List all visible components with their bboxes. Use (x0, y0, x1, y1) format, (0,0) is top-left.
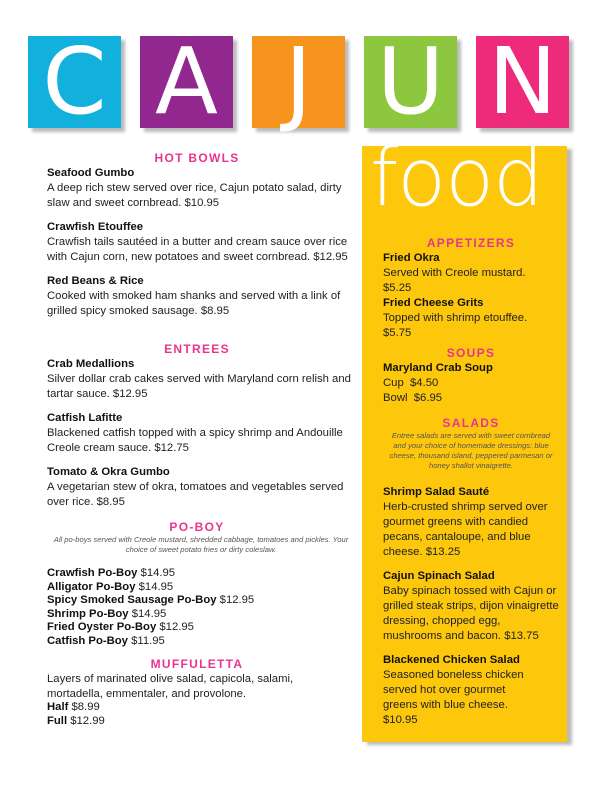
section-heading: HOT BOWLS (154, 151, 240, 165)
letter-tile-j: J (252, 36, 345, 128)
item-name: Cajun Spinach Salad (383, 570, 495, 582)
size-option (47, 715, 337, 729)
item-name: Fried Okra (383, 252, 440, 264)
soup-bowl: Bowl $6.95 (383, 392, 443, 404)
food-word: food (370, 131, 543, 224)
item-desc: Crawfish tails sautéed in a butter and cream sauce over rice with Cajun corn, new potatoes and sweet cornbread. $12.95 (47, 236, 348, 263)
item-name: Fried Cheese Grits (383, 297, 484, 309)
item-price: $12.95 (219, 594, 255, 606)
menu-item (383, 251, 559, 296)
item-desc: Served with Creole mustard. $5.25 (383, 267, 526, 294)
item-desc: Baby spinach tossed with Cajun or grilled steak strips, dijon vinaigrette dressing, chopped egg, mushrooms and bacon. $13.75 (383, 585, 559, 642)
section-heading: SOUPS (446, 346, 496, 360)
item-name: Crawfish Etouffee (47, 221, 144, 233)
item-name: Crab Medallions (47, 358, 135, 370)
item-desc: Silver dollar crab cakes served with Maryland corn relish and tartar sauce. $12.95 (47, 373, 351, 400)
menu-item (47, 357, 357, 402)
muffuletta-desc: Layers of marinated olive salad, capicola, salami, mortadella, emmentaler, and provolone. (47, 673, 294, 700)
section-heading: ENTREES (164, 342, 230, 356)
salads-note: Entree salads are served with sweet cornbread and your choice of homemade dressings: blue cheese, thousand island, peppered parmesan or honey shallot vinaigrette. (389, 431, 553, 470)
size-name: Half (47, 701, 69, 713)
poboy-item (47, 621, 357, 635)
section-heading: PO-BOY (169, 520, 225, 534)
menu-item (47, 274, 357, 319)
section-heading: SALADS (442, 416, 500, 430)
item-name: Crawfish Po-Boy (47, 567, 138, 579)
size-price: $8.99 (71, 701, 100, 713)
item-name: Blackened Chicken Salad (383, 654, 520, 666)
item-desc: Seasoned boneless chicken served hot over gourmet greens with blue cheese. $10.95 (383, 669, 524, 726)
letter-tile-c: C (28, 36, 121, 128)
poboy-item (47, 581, 357, 595)
poboy-note: All po-boys served with Creole mustard, shredded cabbage, tomatoes and pickles. Your choice of sweet potato fries or dirty coleslaw. (53, 535, 349, 554)
section-entrees (47, 341, 357, 519)
item-desc: Topped with shrimp etouffee. $5.75 (383, 312, 528, 339)
menu-item (383, 569, 559, 644)
item-name: Spicy Smoked Sausage Po-Boy (47, 594, 217, 606)
item-name: Tomato & Okra Gumbo (47, 466, 170, 478)
size-price: $12.99 (70, 714, 105, 727)
size-option (47, 701, 337, 715)
item-desc: Herb-crusted shrimp served over gourmet greens with candied pecans, cantaloupe, and blue cheese. $13.25 (383, 501, 548, 558)
item-price: $14.95 (140, 567, 176, 579)
section-soups (383, 345, 559, 415)
item-name: Catfish Po-Boy (47, 634, 128, 647)
item-name: Shrimp Po-Boy (47, 607, 129, 620)
item-price: $11.95 (131, 634, 165, 647)
poboy-item (47, 567, 357, 581)
menu-item (47, 411, 357, 456)
item-name: Shrimp Salad Sauté (383, 486, 490, 498)
menu-item (383, 361, 559, 406)
item-name: Seafood Gumbo (47, 167, 135, 179)
menu-item (47, 220, 357, 265)
section-appetizers (383, 235, 559, 350)
size-name: Full (47, 714, 68, 727)
letter-tile-a: A (140, 36, 233, 128)
soup-cup: Cup $4.50 (383, 377, 439, 389)
letter-tile-u: U (364, 36, 457, 128)
menu-item (383, 485, 559, 560)
menu-item (47, 166, 357, 211)
item-name: Fried Oyster Po-Boy (47, 621, 157, 633)
item-desc: Blackened catfish topped with a spicy shrimp and Andouille Creole cream sauce. $12.75 (47, 427, 343, 454)
letter-tile-n: N (476, 36, 569, 128)
item-name: Red Beans & Rice (47, 275, 144, 287)
item-desc: A vegetarian stew of okra, tomatoes and vegetables served over rice. $8.95 (47, 481, 344, 508)
section-heading: MUFFULETTA (150, 657, 244, 671)
section-heading: APPETIZERS (426, 236, 516, 250)
section-poboy (47, 519, 357, 648)
section-salads (383, 415, 559, 737)
menu-item (47, 465, 357, 510)
menu-item (383, 653, 559, 728)
item-desc: Cooked with smoked ham shanks and served with a link of grilled spicy smoked sausage. $8.95 (47, 290, 341, 317)
item-price: $12.95 (159, 621, 194, 633)
section-hot-bowls (47, 150, 357, 328)
poboy-item (47, 594, 357, 608)
poboy-item (47, 635, 357, 649)
item-name: Catfish Lafitte (47, 412, 123, 424)
menu-item (383, 296, 559, 341)
item-price: $14.95 (138, 580, 174, 593)
section-muffuletta (47, 656, 337, 728)
item-name: Maryland Crab Soup (383, 362, 493, 374)
item-price: $14.95 (131, 607, 167, 620)
item-name: Alligator Po-Boy (47, 580, 136, 593)
item-desc: A deep rich stew served over rice, Cajun potato salad, dirty slaw and sweet cornbread. $10.95 (47, 182, 342, 209)
poboy-item (47, 608, 357, 622)
